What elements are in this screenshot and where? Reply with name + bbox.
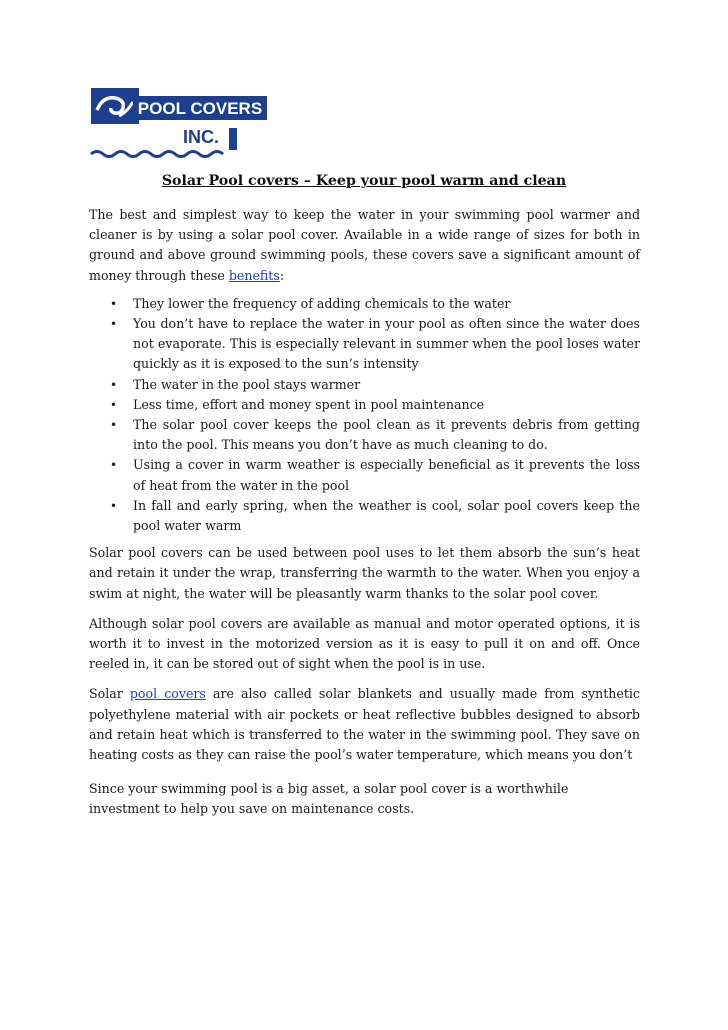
list-item-text: You don’t have to replace the water in your pool as often since the water does not evaporate. This is especially relevant in summer when the pool loses water quickly as it is exposed to the sun’s intensity [133,316,640,372]
paragraph-materials-text: are also called solar blankets and usually made from synthetic polyethylene material with air pockets or heat reflective bubbles designed to absorb and retain heat which is transferred to the water in the swimming pool. They save on heating costs as they can raise the pool’s water temperature, which means you don’t [89,686,640,763]
company-logo [89,86,271,158]
bullet-icon: • [110,377,118,392]
list-item-text: The water in the pool stays warmer [133,376,361,392]
paragraph-absorb-heat: Solar pool covers can be used between pool uses to let them absorb the sun’s heat and retain it under the wrap, transferring the warmth to the water. When you enjoy a swim at night, the water will be pleasantly warm thanks to the solar pool cover. [89,545,640,601]
list-item-text: The solar pool cover keeps the pool clean as it prevents debris from getting into the pool. This means you don’t have as much cleaning to do. [133,417,640,453]
list-item-text: Less time, effort and money spent in pool maintenance [133,396,485,412]
page-title: Solar Pool covers – Keep your pool warm and clean [161,173,567,189]
logo-inc-text: INC. [183,127,219,147]
intro-text: The best and simplest way to keep the water in your swimming pool warmer and cleaner is by using a solar pool cover. Available in a wide range of sizes for both in ground and above ground swimming pools, these covers save a significant amount of money through these [89,207,640,283]
intro-paragraph [89,205,640,286]
list-item [89,496,640,536]
bullet-icon: • [110,317,118,332]
paragraph-motorized: Although solar pool covers are available as manual and motor operated options, it is worth it to invest in the motorized version as it is easy to pull it on and off. Once reeled in, it can be stored out of sight when the pool is in use. [89,615,640,672]
benefits-link[interactable]: benefits [228,267,280,283]
document-body [89,205,640,830]
list-item [89,375,640,395]
list-item [89,395,640,415]
list-item-text: They lower the frequency of adding chemicals to the water [133,295,511,311]
logo-name-text: POOL COVERS [137,99,263,118]
paragraph-materials [89,684,640,765]
intro-suffix: : [279,267,285,283]
list-item [89,294,640,314]
bullet-icon: • [110,498,118,513]
bullet-icon: • [110,296,118,311]
list-item [89,314,640,375]
paragraph-investment: Since your swimming pool is a big asset, a solar pool cover is a worthwhile investment to help you save on maintenance costs. [89,781,569,817]
bullet-icon: • [110,397,118,412]
benefits-list [89,294,640,536]
list-item [89,455,640,495]
bullet-icon: • [110,418,118,433]
paragraph-materials-prefix: Solar [89,686,130,702]
list-item [89,415,640,455]
bullet-icon: • [110,458,118,473]
pool-covers-link[interactable]: pool covers [129,686,206,702]
list-item-text: Using a cover in warm weather is especially beneficial as it prevents the loss of heat from the water in the pool [133,457,640,493]
list-item-text: In fall and early spring, when the weather is cool, solar pool covers keep the pool water warm [133,497,640,534]
